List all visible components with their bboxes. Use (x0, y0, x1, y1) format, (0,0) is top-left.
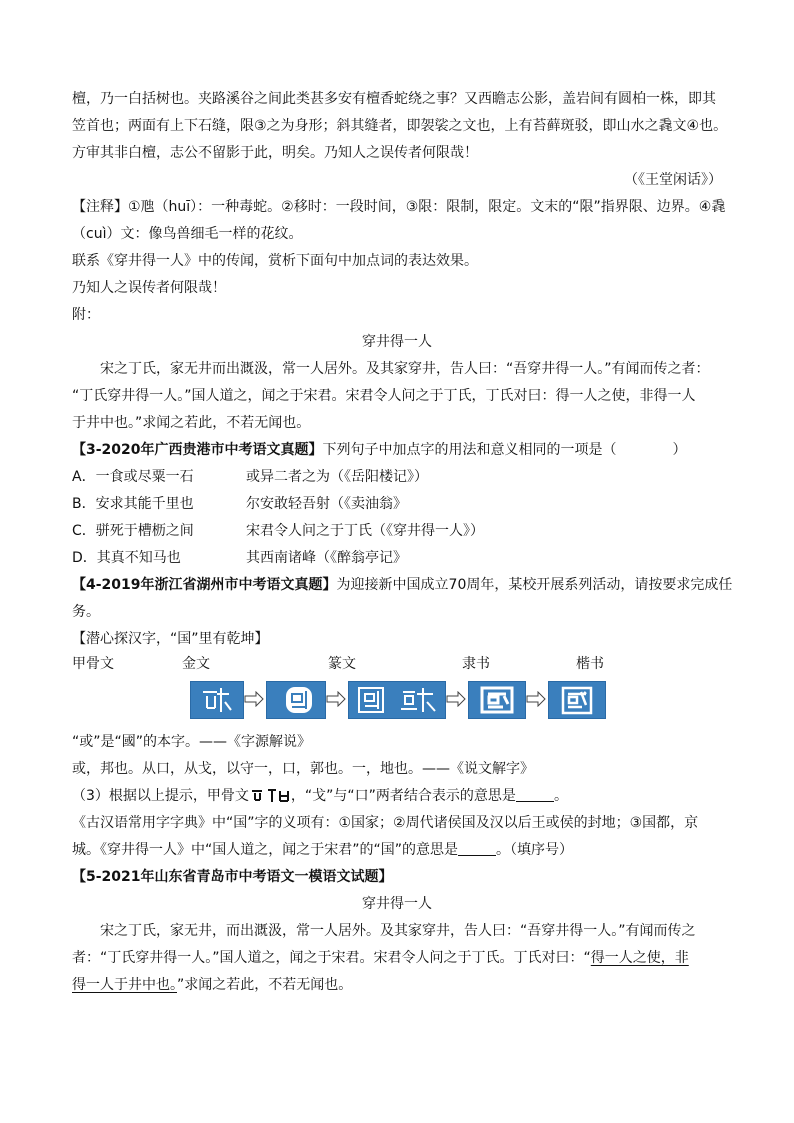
option-a: A．一食或尽粟一石 或异二者之为（《岳阳楼记》） (72, 469, 428, 485)
reference-line: 或，邦也。从口，从戈，以守一，口，郭也。一，地也。——《说文解字》 (72, 761, 534, 777)
story-line: 于井中也。”求闻之若此，不若无闻也。 (72, 415, 311, 431)
oracle-inline-glyph (250, 787, 290, 803)
question-4-text: 为迎接新中国成立70周年，某校开展系列活动，请按要求完成任 (336, 577, 733, 593)
oracle-glyph-box (190, 681, 244, 719)
underlined-text: 得一人之使，非 (590, 950, 689, 966)
arrow-icon (526, 691, 546, 707)
option-d: D．其真不知马也 其西南诸峰（《醉翁亭记》 (72, 550, 407, 566)
label-regular: 楷书 (576, 656, 604, 672)
question-4-header: 【4-2019年浙江省湖州市中考语文真题】 (72, 577, 337, 593)
passage-line: 方审其非白檀，志公不留影于此，明矣。乃知人之误传者何限哉！ (72, 145, 478, 161)
story-line: 者：“丁氏穿井得一人。”国人道之，闻之于宋君。宋君令人问之于丁氏。丁氏对曰：“得一人之使，非 (72, 950, 689, 966)
story-title: 穿井得一人 (362, 896, 432, 912)
story-line: 宋之丁氏，家无井，而出溉汲，常一人居外。及其家穿井，告人曰：“吾穿井得一人。”有闻而传之 (100, 923, 696, 939)
question-4-text-cont: 务。 (72, 604, 100, 620)
passage-line: 檀，乃一白括树也。夹路溪谷之间此类甚多安有檀香蛇绕之事？又西瞻志公影，盖岩间有圆柏一株，即其 (72, 91, 716, 107)
regular-glyph-box (548, 681, 606, 719)
story-line: 得一人于井中也。”求闻之若此，不若无闻也。 (72, 977, 353, 993)
clerical-glyph (469, 682, 525, 718)
question-4 (72, 572, 733, 599)
option-c: C．骈死于槽枥之间 宋君令人问之于丁氏（《穿井得一人》） (72, 523, 484, 539)
arrow-icon (244, 691, 264, 707)
label-bronze: 金文 (182, 656, 210, 672)
question-3-header: 【3-2020年广西贵港市中考语文真题】 (72, 442, 323, 458)
question-sentence: 乃知人之误传者何限哉！ (72, 280, 226, 296)
story-line: “丁氏穿井得一人。”国人道之，闻之于宋君。宋君令人问之于丁氏，丁氏对曰：得一人之使，非得一人 (72, 388, 696, 404)
clerical-glyph-box (468, 681, 526, 719)
annotation-line: 【注释】①虺（huī）：一种毒蛇。②移时：一段时间，③限：限制，限定。文末的“限”指界限、边界。④毳 (72, 199, 726, 215)
label-clerical: 隶书 (462, 656, 490, 672)
question-3-text: 下列句子中加点字的用法和意义相同的一项是（ (322, 442, 617, 458)
passage-line: 笠首也；两面有上下石缝，限③之为身形；斜其缝者，即袈裟之文也，上有苔藓斑驳，即山水之毳文④也。 (72, 118, 728, 134)
label-seal: 篆文 (328, 656, 356, 672)
option-b: B．安求其能千里也 尔安敢轻吾射（《卖油翁》 (72, 496, 407, 512)
question-3-close: ） (672, 442, 687, 458)
bronze-glyph-box (266, 681, 326, 719)
question-4-item-4: 《古汉语常用字字典》中“国”字的义项有：①国家；②周代诸侯国及汉以后王或侯的封地；③国都，京 (72, 815, 699, 831)
oracle-glyph (191, 682, 243, 718)
question-4-item-4-cont: 城。《穿井得一人》中“国人道之，闻之于宋君”的“国”的意思是 。（填序号） (72, 842, 574, 858)
annotation-line: （cuì）文：像鸟兽细毛一样的花纹。 (72, 226, 303, 242)
script-labels (72, 653, 722, 679)
story-line: 宋之丁氏，家无井而出溉汲，常一人居外。及其家穿井，告人曰：“吾穿井得一人。”有闻而传之者： (100, 361, 710, 377)
question-4-subheading: 【潜心探汉字，“国”里有乾坤】 (72, 631, 269, 647)
story-title: 穿井得一人 (362, 334, 432, 350)
document-page (72, 86, 733, 999)
appendix-label: 附： (72, 307, 100, 323)
arrow-icon (326, 691, 346, 707)
seal-glyph-box (348, 681, 446, 719)
arrow-icon (446, 691, 466, 707)
bronze-glyph (267, 682, 325, 718)
reference-line: “或”是“國”的本字。——《字源解说》 (72, 734, 312, 750)
question-5-header: 【5-2021年山东省青岛市中考语文一模语文试题】 (72, 869, 393, 885)
seal-glyph (349, 682, 445, 718)
question-3 (72, 437, 722, 464)
passage-source: （《王堂闲话》） (624, 172, 722, 188)
label-oracle: 甲骨文 (72, 656, 114, 672)
regular-glyph (549, 682, 605, 718)
underlined-text: 得一人于井中也。 (72, 977, 177, 993)
question-text: 联系《穿井得一人》中的传闻，赏析下面句中加点词的表达效果。 (72, 253, 478, 269)
script-evolution-diagram (72, 681, 722, 725)
answer-blank[interactable] (458, 841, 496, 856)
question-4-item-3: （3）根据以上提示，甲骨文 ，“戈”与“口”两者结合表示的意思是 。 (72, 788, 568, 804)
answer-blank[interactable] (516, 787, 554, 802)
